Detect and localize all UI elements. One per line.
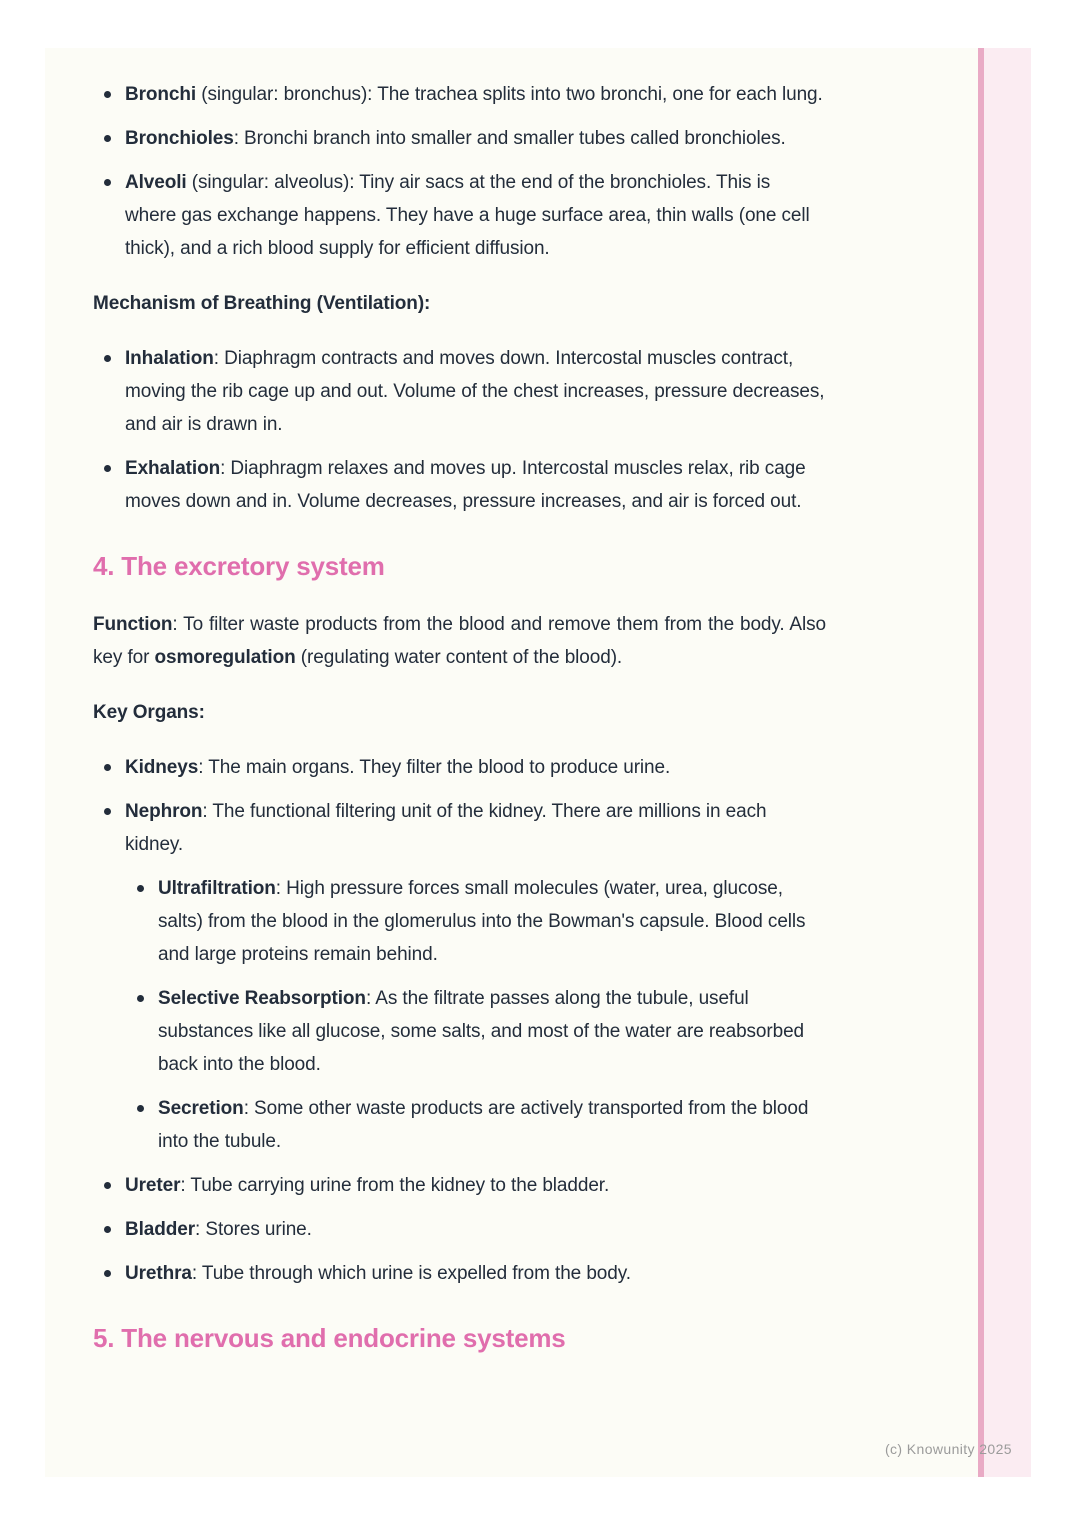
list-item-bronchi: [93, 78, 826, 111]
list-item-urethra: [93, 1257, 826, 1290]
section-heading-nervous-endocrine-systems: 5. The nervous and endocrine systems: [93, 1323, 566, 1353]
list-item-selective-reabsorption: [126, 982, 826, 1081]
list-item-nephron: [93, 795, 826, 1158]
function-text: (regulating water content of the blood).: [295, 647, 623, 668]
term-description: : Diaphragm relaxes and moves up. Intercostal muscles relax, rib cage moves down and in. Volume decreases, pressure increases, and air is forced out.: [125, 458, 806, 512]
term-alveoli: Alveoli: [125, 172, 187, 193]
term-description: : Bronchi branch into smaller and smaller tubes called bronchioles.: [233, 128, 786, 149]
key-organs-list: [93, 751, 826, 1290]
respiratory-structures-list: [93, 78, 826, 265]
breathing-mechanism-list: [93, 342, 826, 518]
term-description: : Tube carrying urine from the kidney to the bladder.: [180, 1175, 610, 1196]
term-urethra: Urethra: [125, 1263, 192, 1284]
notes-content: [93, 56, 826, 1380]
term-description: : The main organs. They filter the blood to produce urine.: [198, 757, 671, 778]
term-inhalation: Inhalation: [125, 348, 214, 369]
list-item-alveoli: [93, 166, 826, 265]
notes-sheet: [45, 48, 1031, 1477]
term-selective-reabsorption: Selective Reabsorption: [158, 988, 366, 1009]
key-organs-heading: Key Organs:: [93, 702, 205, 723]
term-kidneys: Kidneys: [125, 757, 199, 778]
excretory-function-paragraph: [93, 608, 826, 674]
term-description: : Tube through which urine is expelled from the body.: [191, 1263, 631, 1284]
nephron-processes-list: [126, 872, 826, 1158]
list-item-inhalation: [93, 342, 826, 441]
section-heading-excretory-system: 4. The excretory system: [93, 551, 385, 581]
list-item-kidneys: [93, 751, 826, 784]
term-bladder: Bladder: [125, 1219, 196, 1240]
term-nephron: Nephron: [125, 801, 203, 822]
list-item-exhalation: [93, 452, 826, 518]
term-bronchioles: Bronchioles: [125, 128, 234, 149]
list-item-bronchioles: [93, 122, 826, 155]
term-bronchi: Bronchi: [125, 84, 197, 105]
term-description: : Some other waste products are actively transported from the blood into the tubule.: [158, 1098, 809, 1152]
term-description: : As the filtrate passes along the tubule, useful substances like all glucose, some salts, and most of the water are reabsorbed back into the blood.: [158, 988, 805, 1075]
term-description: : Stores urine.: [195, 1219, 312, 1240]
right-accent-stripe: [978, 48, 984, 1477]
watermark: (c) Knowunity 2025: [884, 1441, 1012, 1457]
function-text: : To filter waste products from the blood and remove them from the body. Also key for: [93, 614, 826, 668]
list-item-ultrafiltration: [126, 872, 826, 971]
term-secretion: Secretion: [158, 1098, 244, 1119]
term-description: : Diaphragm contracts and moves down. Intercostal muscles contract, moving the rib cage up and out. Volume of the chest increases, pressure decreases, and air is drawn in.: [125, 348, 825, 435]
list-item-secretion: [126, 1092, 826, 1158]
right-accent-panel: [984, 48, 1031, 1477]
term-exhalation: Exhalation: [125, 458, 221, 479]
term-description: (singular: bronchus): The trachea splits into two bronchi, one for each lung.: [196, 84, 823, 105]
term-ultrafiltration: Ultrafiltration: [158, 878, 276, 899]
list-item-ureter: [93, 1169, 826, 1202]
mechanism-of-breathing-heading: Mechanism of Breathing (Ventilation):: [93, 293, 431, 314]
term-description: : High pressure forces small molecules (water, urea, glucose, salts) from the blood in the glomerulus into the Bowman's capsule. Blood cells and large proteins remain behind.: [158, 878, 806, 965]
term-description: (singular: alveolus): Tiny air sacs at the end of the bronchioles. This is where gas exchange happens. They have a huge surface area, thin walls (one cell thick), and a rich blood supply for efficient diffusion.: [125, 172, 810, 259]
term-description: : The functional filtering unit of the kidney. There are millions in each kidney.: [125, 801, 767, 855]
term-function: Function: [93, 614, 173, 635]
term-ureter: Ureter: [125, 1175, 181, 1196]
list-item-bladder: [93, 1213, 826, 1246]
term-osmoregulation: osmoregulation: [154, 647, 296, 668]
